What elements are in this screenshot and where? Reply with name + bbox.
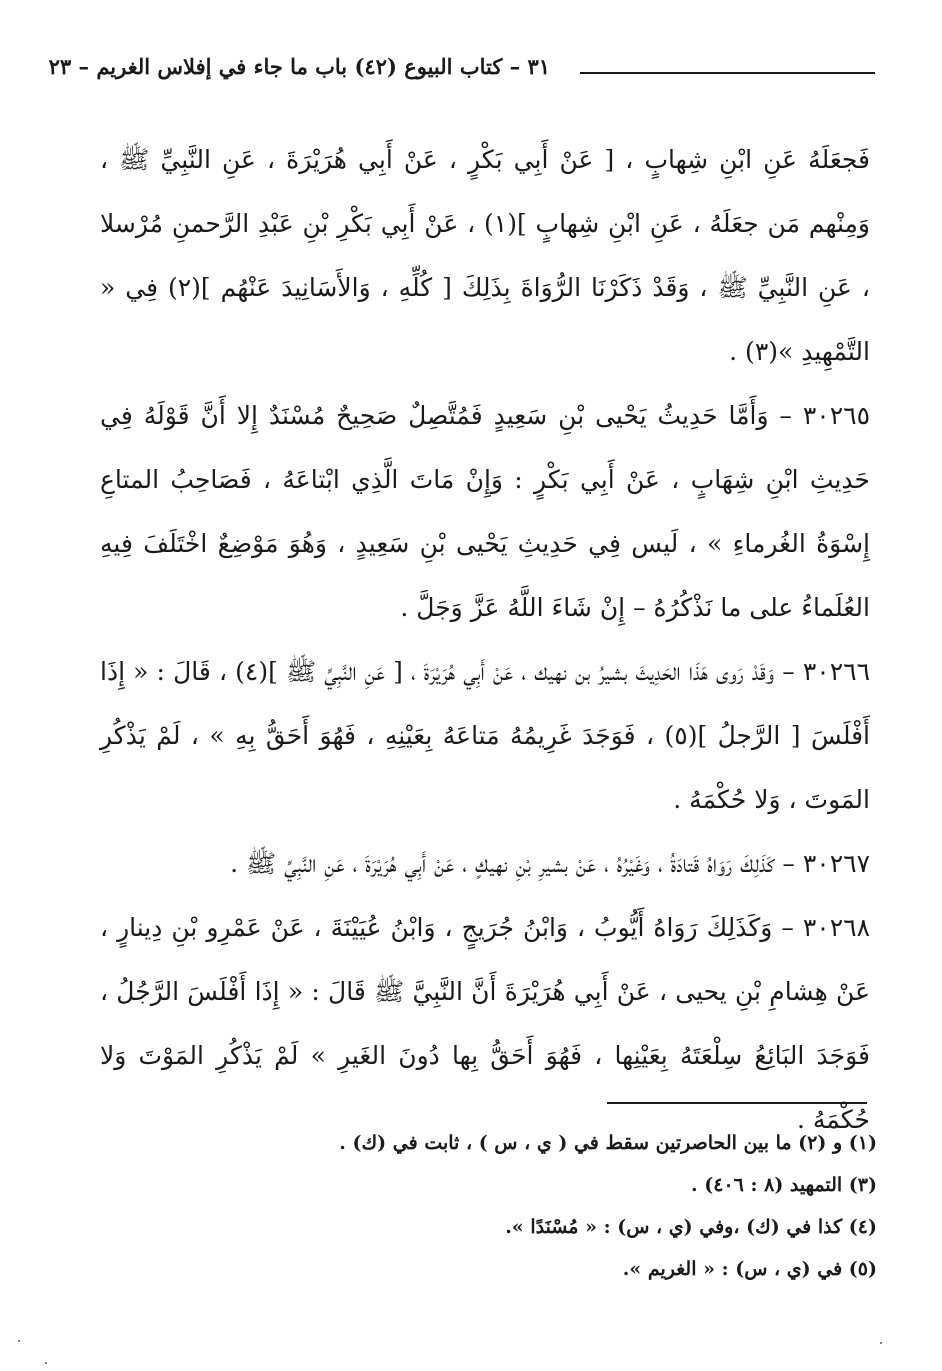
paragraph-number: ٣٠٢٦٧ [802, 849, 870, 878]
footnote-1-2: (١) و (٢) ما بين الحاصرتين سقط في ( ي ، س ) ، ثابت في (ك) . [339, 1132, 877, 1154]
paragraph-number: ٣٠٢٦٨ [802, 913, 870, 942]
paragraph-30265 [100, 384, 870, 640]
paragraph-text: – وَأَمَّا حَدِيثُ يَحْيى بْنِ سَعِيدٍ فَمُتَّصِلٌ صَحِيحٌ مُسْنَدٌ إِلا أَنَّ قَوْلَهُ فِي حَدِيثِ ابْنِ شِهَابٍ ، عَنْ أَبِي بَكْرٍ : وَإِنْ مَاتَ الَّذِي ابْتاعَهُ ، فَصَاحِبُ المتاعِ إِسْوَةُ الغُرماءِ » ، لَيس فِي حَدِيثِ يَحْيى بْنِ سَعِيدٍ ، وَهُوَ مَوْضِعٌ اخْتَلَفَ فِيهِ العُلَماءُ على ما نَذْكُرُهُ – إِنْ شَاءَ اللَّهُ عَزَّ وَجَلَّ . [100, 401, 870, 622]
scan-speck [45, 1362, 47, 1364]
scan-speck [880, 1342, 882, 1344]
scan-speck [18, 1340, 20, 1342]
paragraph-30267 [100, 832, 870, 896]
footnote-5: (٥) في (ي ، س) : « الغريم ». [622, 1258, 877, 1280]
footnote-4: (٤) كذا في (ك) ،وفي (ي ، س) : « مُسْنَدًا ». [505, 1216, 877, 1238]
footnotes [157, 1122, 877, 1290]
paragraph-text: – وَقَدْ رَوى هَذَا الحَدِيثَ بشيرُ بن نهيك ، عَنْ أَبِي هُرَيْرَةَ ، [ عَنِ النَّبِيِّ ﷺ ](٤) ، قَالَ : « إِذَا أَفْلَسَ [ الرَّجلُ ](٥) ، فَوَجَدَ غَرِيمُهُ مَتاعَهُ بِعَيْنِهِ ، فَهُوَ أَحَقُّ بِهِ » ، لَمْ يَذْكُرِ المَوتَ ، وَلا حُكْمَهُ . [100, 657, 870, 814]
header-rule [580, 72, 875, 74]
paragraph-text: – كَذَلِكَ رَوَاهُ قَتادَةُ ، وَغَيْرُهُ ، عَنْ بشيرِ بْنِ نهيكٍ ، عَنْ أَبِي هُرَيْرَةَ ، عَنِ النَّبِيِّ ﷺ . [230, 849, 795, 878]
paragraph-continuation [100, 128, 870, 384]
paragraph-text: فَجعَلَهُ عَنِ ابْنِ شِهابٍ ، [ عَنْ أَبِي بَكْرٍ ، عَنْ أَبِي هُرَيْرَةَ ، عَنِ النَّبِيِّ ﷺ ، وَمِنْهم مَن جعَلَهُ ، عَنِ ابْنِ شِهابٍ ](١) ، عَنْ أَبِي بَكْرِ بْنِ عَبْدِ الرَّحمنِ مُرْسلا ، عَنِ النَّبِيِّ ﷺ ، وَقَدْ ذَكَرْنَا الرُّوَاةَ بِذَلِكَ [ كُلِّهِ ، وَالأَسَانِيدَ عَنْهُم ](٢) فِي « التَّمْهِيدِ »(٣) . [100, 145, 870, 366]
paragraph-30268 [100, 896, 870, 1152]
paragraph-30266 [100, 640, 870, 832]
paragraph-number: ٣٠٢٦٥ [802, 401, 870, 430]
running-header [48, 50, 875, 90]
header-title: ٣١ – كتاب البيوع (٤٢) باب ما جاء في إفلاس الغريم – ٢٣ [48, 54, 550, 79]
paragraph-text: – وَكَذَلِكَ رَوَاهُ أَيُّوبُ ، وَابْنُ جُرَيجٍ ، وَابْنُ عُيَيْنَةَ ، عَنْ عَمْرِو بْنِ دِينارٍ ، عَنْ هِشامِ بْنِ يحيى ، عَنْ أَبِي هُرَيْرَةَ أَنَّ النَّبِيَّ ﷺ قَالَ : « إِذَا أَفْلَسَ الرَّجُلُ ، فَوَجَدَ البَائِعُ سِلْعَتَهُ بِعَيْنِها ، فَهُوَ أَحَقُّ بِها دُونَ الغَيرِ » لَمْ يَذْكُرِ المَوْتَ وَلا حُكْمَهُ . [100, 913, 870, 1134]
footnote-3: (٣) التمهيد (٨ : ٤٠٦) . [690, 1174, 877, 1196]
paragraph-number: ٣٠٢٦٦ [802, 657, 871, 686]
main-text [100, 128, 870, 1152]
footnote-rule [607, 1102, 867, 1104]
